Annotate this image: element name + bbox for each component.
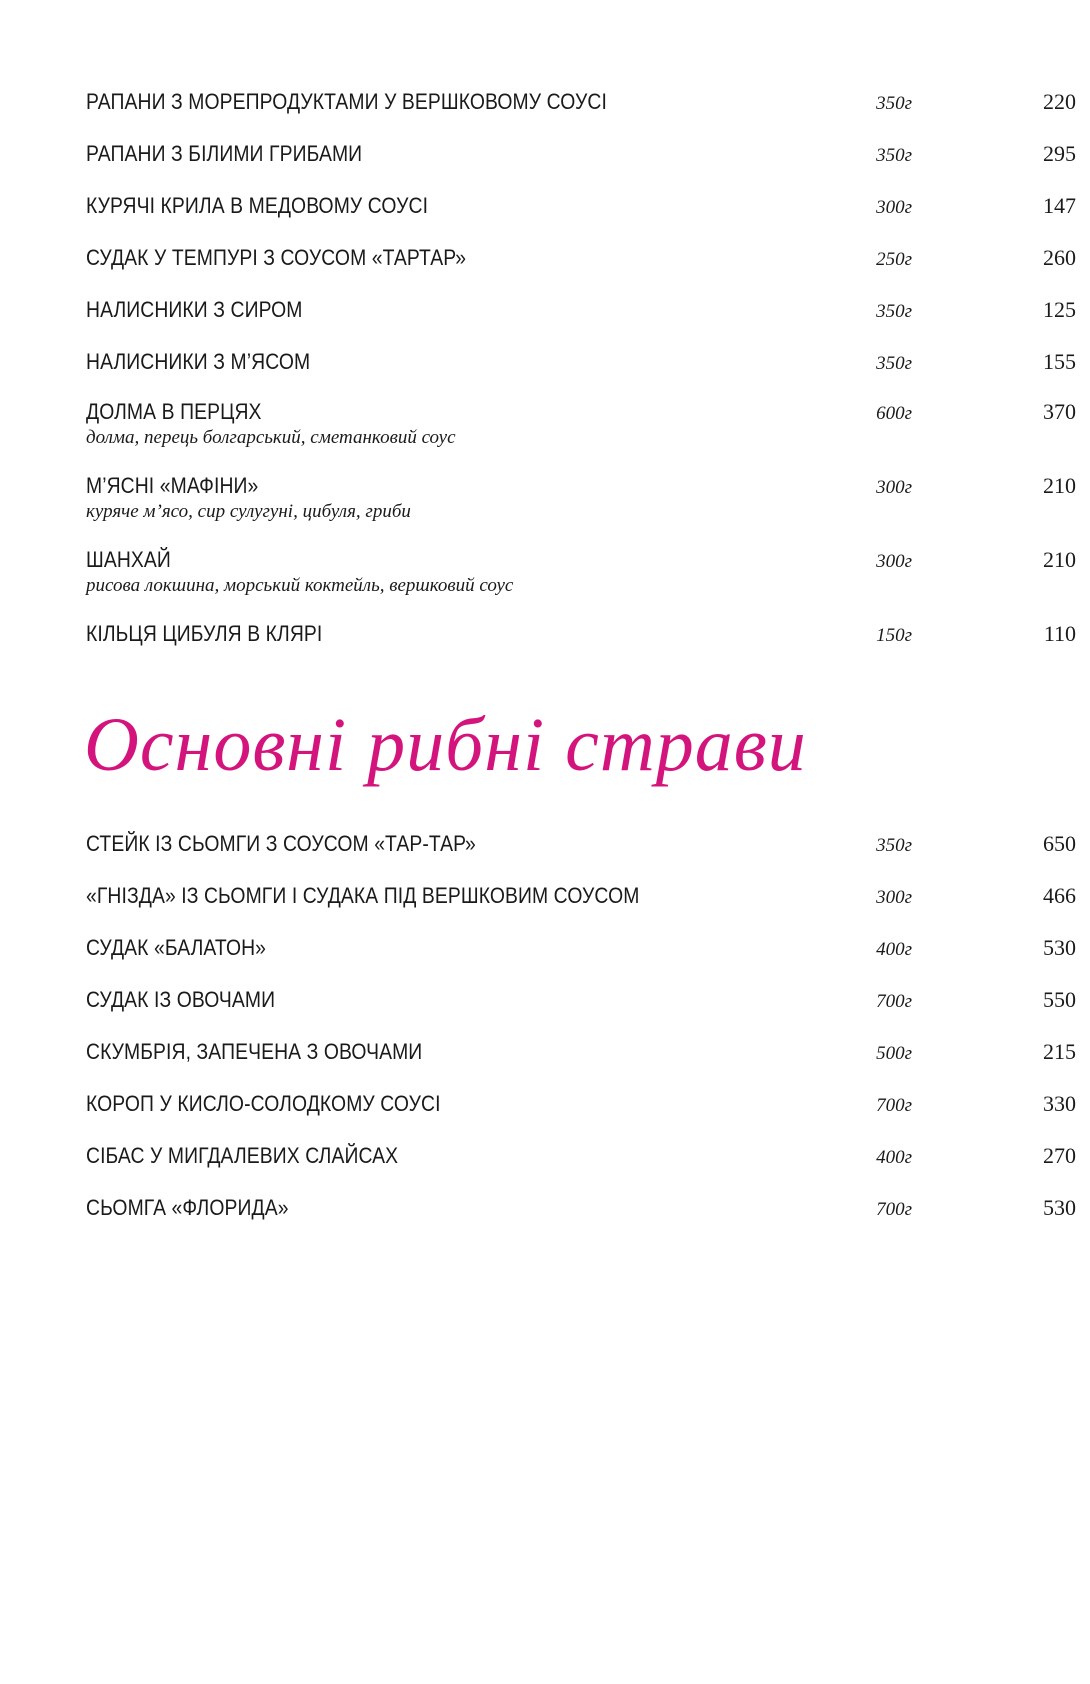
dish-price: 220 (1043, 89, 1076, 114)
dish-name: СТЕЙК ІЗ СЬОМГИ З СОУСОМ «ТАР-ТАР» (86, 831, 476, 856)
dish-price: 330 (1043, 1091, 1076, 1116)
dish-name: КОРОП У КИСЛО-СОЛОДКОМУ СОУСІ (86, 1091, 441, 1116)
dish-price: 530 (1043, 935, 1076, 960)
menu-item (86, 192, 1076, 232)
dish-price: 215 (1043, 1039, 1076, 1064)
dish-price: 210 (1043, 547, 1076, 572)
dish-name: М’ЯСНІ «МАФІНИ» (86, 473, 259, 498)
dish-name: РАПАНИ З МОРЕПРОДУКТАМИ У ВЕРШКОВОМУ СОУСІ (86, 89, 607, 114)
dish-weight: 300г (876, 197, 912, 218)
dish-price: 110 (1043, 621, 1076, 646)
menu-item (86, 296, 1076, 336)
menu-item (86, 398, 1076, 454)
dish-price: 210 (1043, 473, 1076, 498)
dish-weight: 350г (876, 93, 912, 114)
menu-item (86, 1090, 1076, 1130)
dish-weight: 300г (876, 551, 912, 572)
menu-item (86, 546, 1076, 602)
dish-price: 155 (1043, 349, 1076, 374)
menu-item (86, 1194, 1076, 1234)
menu-item (86, 348, 1076, 388)
dish-name: НАЛИСНИКИ З СИРОМ (86, 297, 303, 322)
dish-price: 125 (1043, 297, 1076, 322)
dish-weight: 400г (876, 939, 912, 960)
dish-weight: 300г (876, 477, 912, 498)
menu-item (86, 88, 1076, 128)
dish-name: ШАНХАЙ (86, 547, 171, 572)
dish-name: СІБАС У МИГДАЛЕВИХ СЛАЙСАХ (86, 1143, 399, 1168)
section-title-fish: Основні рибні страви (84, 703, 807, 787)
menu-item (86, 986, 1076, 1026)
dish-weight: 700г (876, 1199, 912, 1220)
menu-item (86, 934, 1076, 974)
menu-item (86, 244, 1076, 284)
dish-name: РАПАНИ З БІЛИМИ ГРИБАМИ (86, 141, 363, 166)
dish-price: 260 (1043, 245, 1076, 270)
dish-weight: 350г (876, 301, 912, 322)
menu-item (86, 882, 1076, 922)
dish-weight: 150г (876, 625, 912, 646)
dish-description: долма, перець болгарський, сметанковий соус (86, 427, 456, 448)
dish-price: 295 (1043, 141, 1076, 166)
dish-name: СКУМБРІЯ, ЗАПЕЧЕНА З ОВОЧАМИ (86, 1039, 423, 1064)
dish-name: «ГНІЗДА» ІЗ СЬОМГИ І СУДАКА ПІД ВЕРШКОВИМ СОУСОМ (86, 883, 640, 908)
dish-name: СЬОМГА «ФЛОРИДА» (86, 1195, 289, 1220)
dish-price: 147 (1043, 193, 1076, 218)
dish-price: 370 (1043, 399, 1076, 424)
dish-weight: 350г (876, 145, 912, 166)
dish-description: куряче м’ясо, сир сулугуні, цибуля, гриби (86, 501, 411, 522)
menu-item (86, 472, 1076, 528)
dish-name: СУДАК ІЗ ОВОЧАМИ (86, 987, 276, 1012)
menu-item (86, 1038, 1076, 1078)
dish-name: СУДАК У ТЕМПУРІ З СОУСОМ «ТАРТАР» (86, 245, 467, 270)
dish-weight: 350г (876, 835, 912, 856)
dish-price: 530 (1043, 1195, 1076, 1220)
dish-price: 270 (1043, 1143, 1076, 1168)
menu-item (86, 830, 1076, 870)
menu-item (86, 620, 1076, 660)
dish-name: ДОЛМА В ПЕРЦЯХ (86, 399, 262, 424)
dish-weight: 250г (876, 249, 912, 270)
dish-name: КУРЯЧІ КРИЛА В МЕДОВОМУ СОУСІ (86, 193, 429, 218)
dish-name: КІЛЬЦЯ ЦИБУЛЯ В КЛЯРІ (86, 621, 323, 646)
dish-weight: 500г (876, 1043, 912, 1064)
dish-weight: 700г (876, 1095, 912, 1116)
dish-name: СУДАК «БАЛАТОН» (86, 935, 267, 960)
dish-weight: 700г (876, 991, 912, 1012)
dish-name: НАЛИСНИКИ З М’ЯСОМ (86, 349, 311, 374)
dish-description: рисова локшина, морський коктейль, вершковий соус (86, 575, 514, 596)
dish-weight: 300г (876, 887, 912, 908)
dish-weight: 600г (876, 403, 912, 424)
menu-item (86, 140, 1076, 180)
dish-price: 650 (1043, 831, 1076, 856)
menu-item (86, 1142, 1076, 1182)
dish-weight: 400г (876, 1147, 912, 1168)
dish-price: 550 (1043, 987, 1076, 1012)
dish-weight: 350г (876, 353, 912, 374)
dish-price: 466 (1043, 883, 1076, 908)
